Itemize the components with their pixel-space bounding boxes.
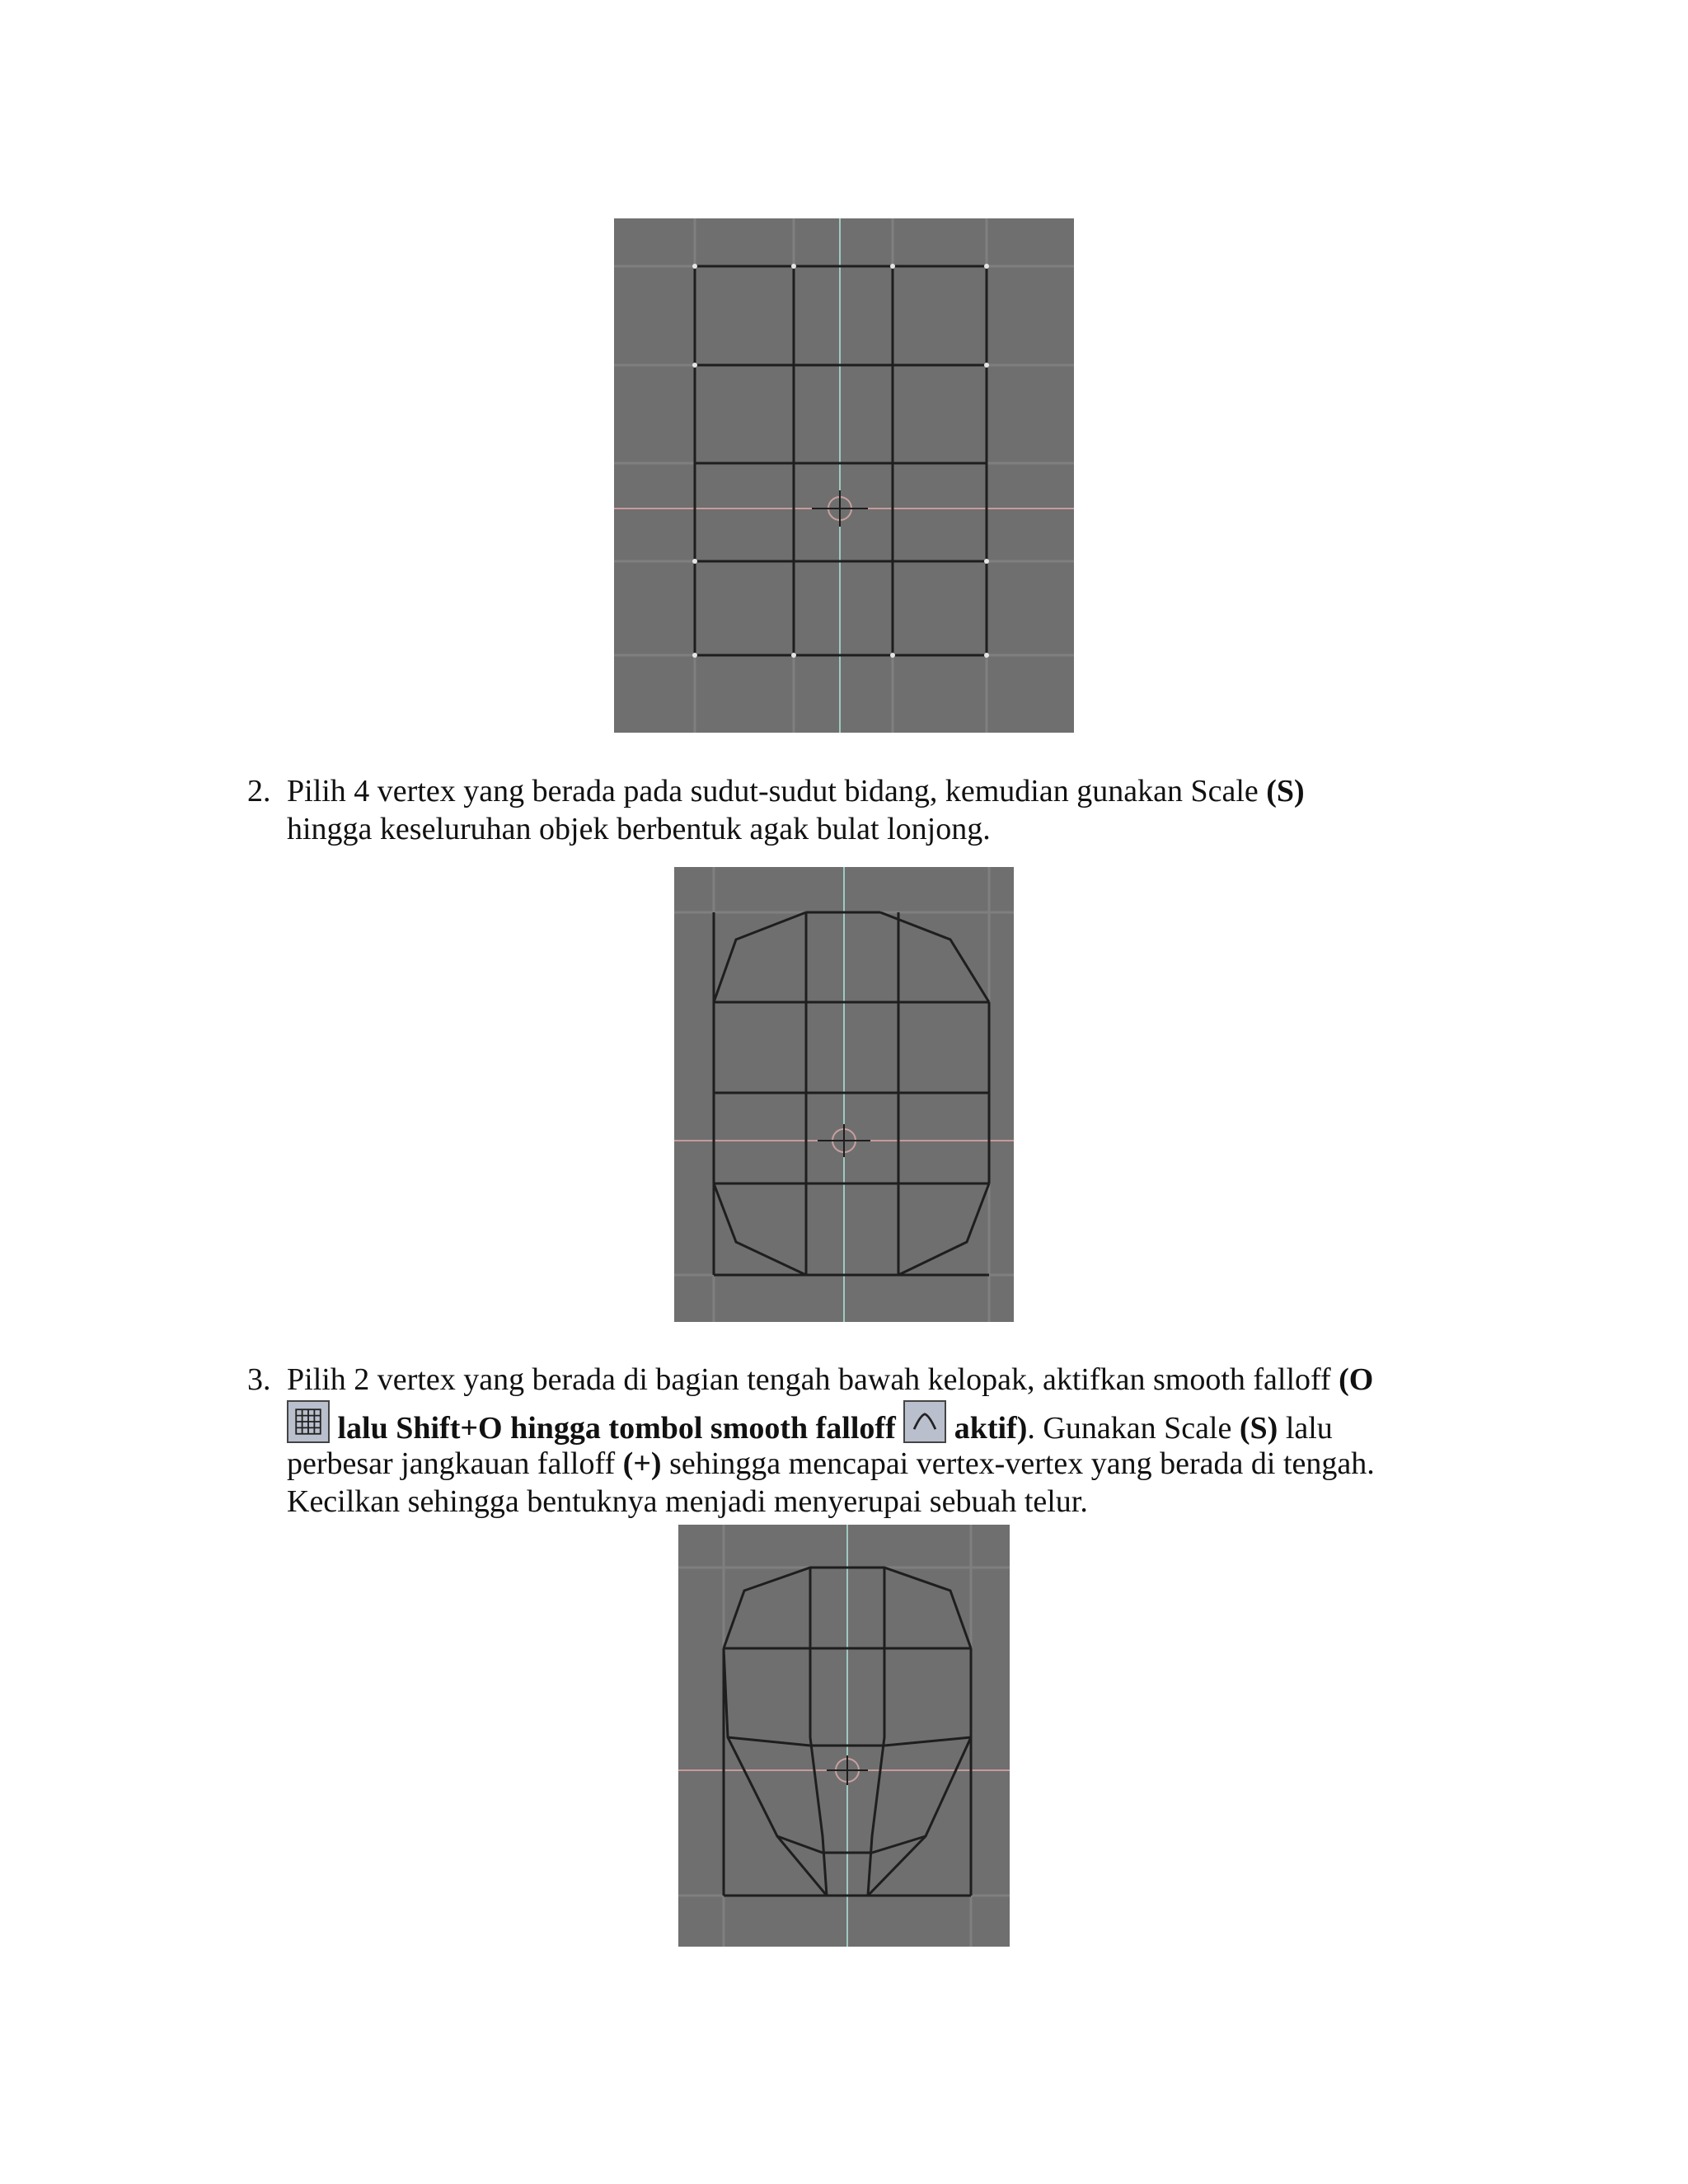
mesh-oblong-shape (674, 867, 1014, 1322)
viewport-egg-shape (678, 1525, 1010, 1947)
step-text: lalu (1278, 1411, 1333, 1446)
step-number: 3. (247, 1362, 271, 1397)
step-text-bold: lalu Shift+O hingga tombol smooth falloff (330, 1411, 904, 1446)
smooth-falloff-icon (903, 1400, 946, 1443)
step-2 (247, 772, 1484, 851)
step-3 (247, 1361, 1484, 1526)
step-text: Kecilkan sehingga bentuknya menjadi menyerupai sebuah telur. (287, 1484, 1088, 1519)
step-text-bold: aktif) (946, 1411, 1028, 1446)
step-text: Pilih 4 vertex yang berada pada sudut-sudut bidang, kemudian gunakan Scale (287, 774, 1267, 808)
shortcut-key: (O (1339, 1362, 1374, 1397)
step-number: 2. (247, 774, 271, 808)
shortcut-key: (+) (622, 1446, 662, 1481)
viewport-grid-plane (614, 218, 1074, 733)
step-text: Pilih 2 vertex yang berada di bagian tengah bawah kelopak, aktifkan smooth falloff (287, 1362, 1339, 1397)
shortcut-key: (S) (1239, 1411, 1278, 1446)
step-text: perbesar jangkauan falloff (287, 1446, 623, 1481)
mesh-egg-shape (678, 1525, 1010, 1947)
grid-icon (287, 1400, 330, 1443)
step-text: sehingga mencapai vertex-vertex yang berada di tengah. (661, 1446, 1375, 1481)
shortcut-key: (S) (1266, 774, 1305, 808)
mesh-grid-plane (614, 218, 1074, 733)
step-text: hingga keseluruhan objek berbentuk agak bulat lonjong. (287, 812, 991, 846)
step-text: . Gunakan Scale (1027, 1411, 1240, 1446)
viewport-oblong-shape (674, 867, 1014, 1322)
